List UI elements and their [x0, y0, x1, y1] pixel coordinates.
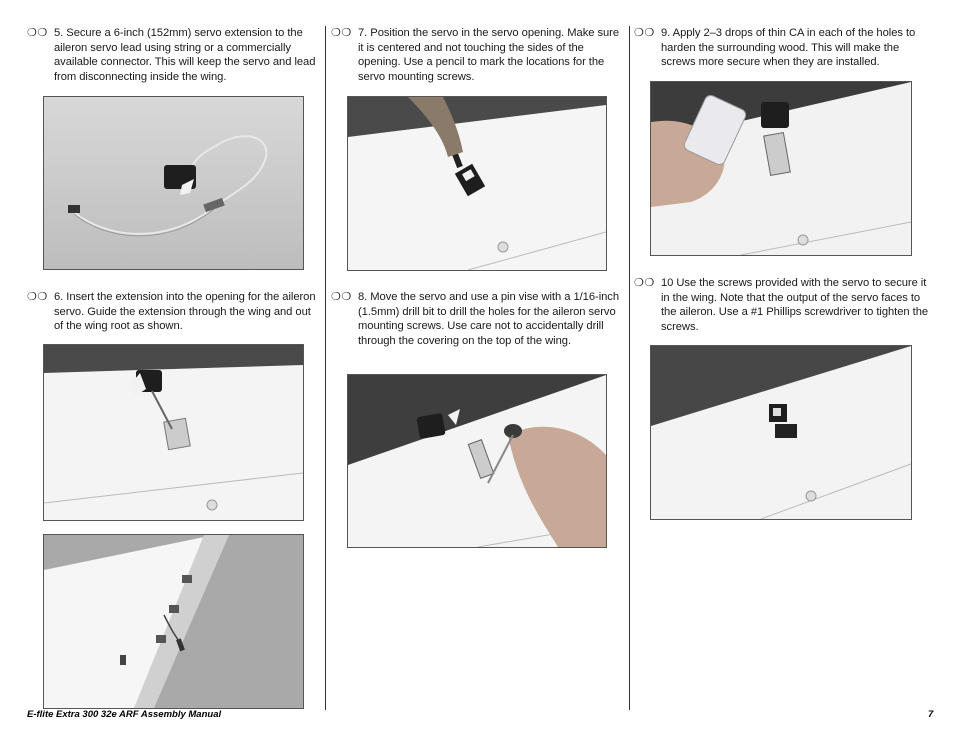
step-5-checkbox[interactable]: ❍❍ [27, 27, 48, 39]
step-7-checkbox[interactable]: ❍❍ [331, 27, 352, 39]
step-8-checkbox[interactable]: ❍❍ [331, 291, 352, 303]
step-9 [634, 26, 930, 70]
step-9-text: 9. Apply 2–3 drops of thin CA in each of the holes to harden the surrounding wood. This will make the screws more secure when they are installed. [661, 27, 916, 69]
step-5 [27, 26, 321, 84]
photo-extension-through-wing [43, 344, 304, 521]
step-10-checkbox[interactable]: ❍❍ [634, 277, 655, 289]
step-7-text: 7. Position the servo in the servo opening. Make sure it is centered and not touching the sides of the opening. Use a pencil to mark the locations for the servo mounting screws. [358, 27, 620, 83]
photo-extension-at-wing-root [43, 534, 304, 709]
step-10 [634, 276, 930, 334]
step-8 [331, 290, 625, 348]
photo-drill-holes [347, 374, 607, 548]
photo-position-servo [347, 96, 607, 271]
step-6 [27, 290, 321, 334]
photo-servo-installed [650, 345, 912, 520]
column-divider-1 [325, 26, 326, 710]
photo-servo-extension [43, 96, 304, 270]
step-7 [331, 26, 625, 84]
step-8-text: 8. Move the servo and use a pin vise with a 1/16-inch (1.5mm) drill bit to drill the holes for the aileron servo mounting screws. Use care not to accidentally drill through the covering on the top of the wing. [358, 291, 620, 347]
step-6-text: 6. Insert the extension into the opening for the aileron servo. Guide the extension through the wing and out of the wing root as shown. [54, 291, 316, 333]
photo-apply-ca [650, 81, 912, 256]
step-9-checkbox[interactable]: ❍❍ [634, 27, 655, 39]
step-5-text: 5. Secure a 6-inch (152mm) servo extension to the aileron servo lead using string or a commercially available connector. This will keep the servo and lead from disconnecting inside the wing. [54, 27, 316, 83]
step-10-text: 10 Use the screws provided with the servo to secure it in the wing. Note that the output of the servo faces to the aileron. Use a #1 Phillips screwdriver to tighten the screws. [661, 277, 929, 333]
footer-page-number: 7 [928, 709, 934, 720]
column-divider-2 [629, 26, 630, 710]
step-6-checkbox[interactable]: ❍❍ [27, 291, 48, 303]
footer-manual-title: E-flite Extra 300 32e ARF Assembly Manual [27, 709, 222, 720]
